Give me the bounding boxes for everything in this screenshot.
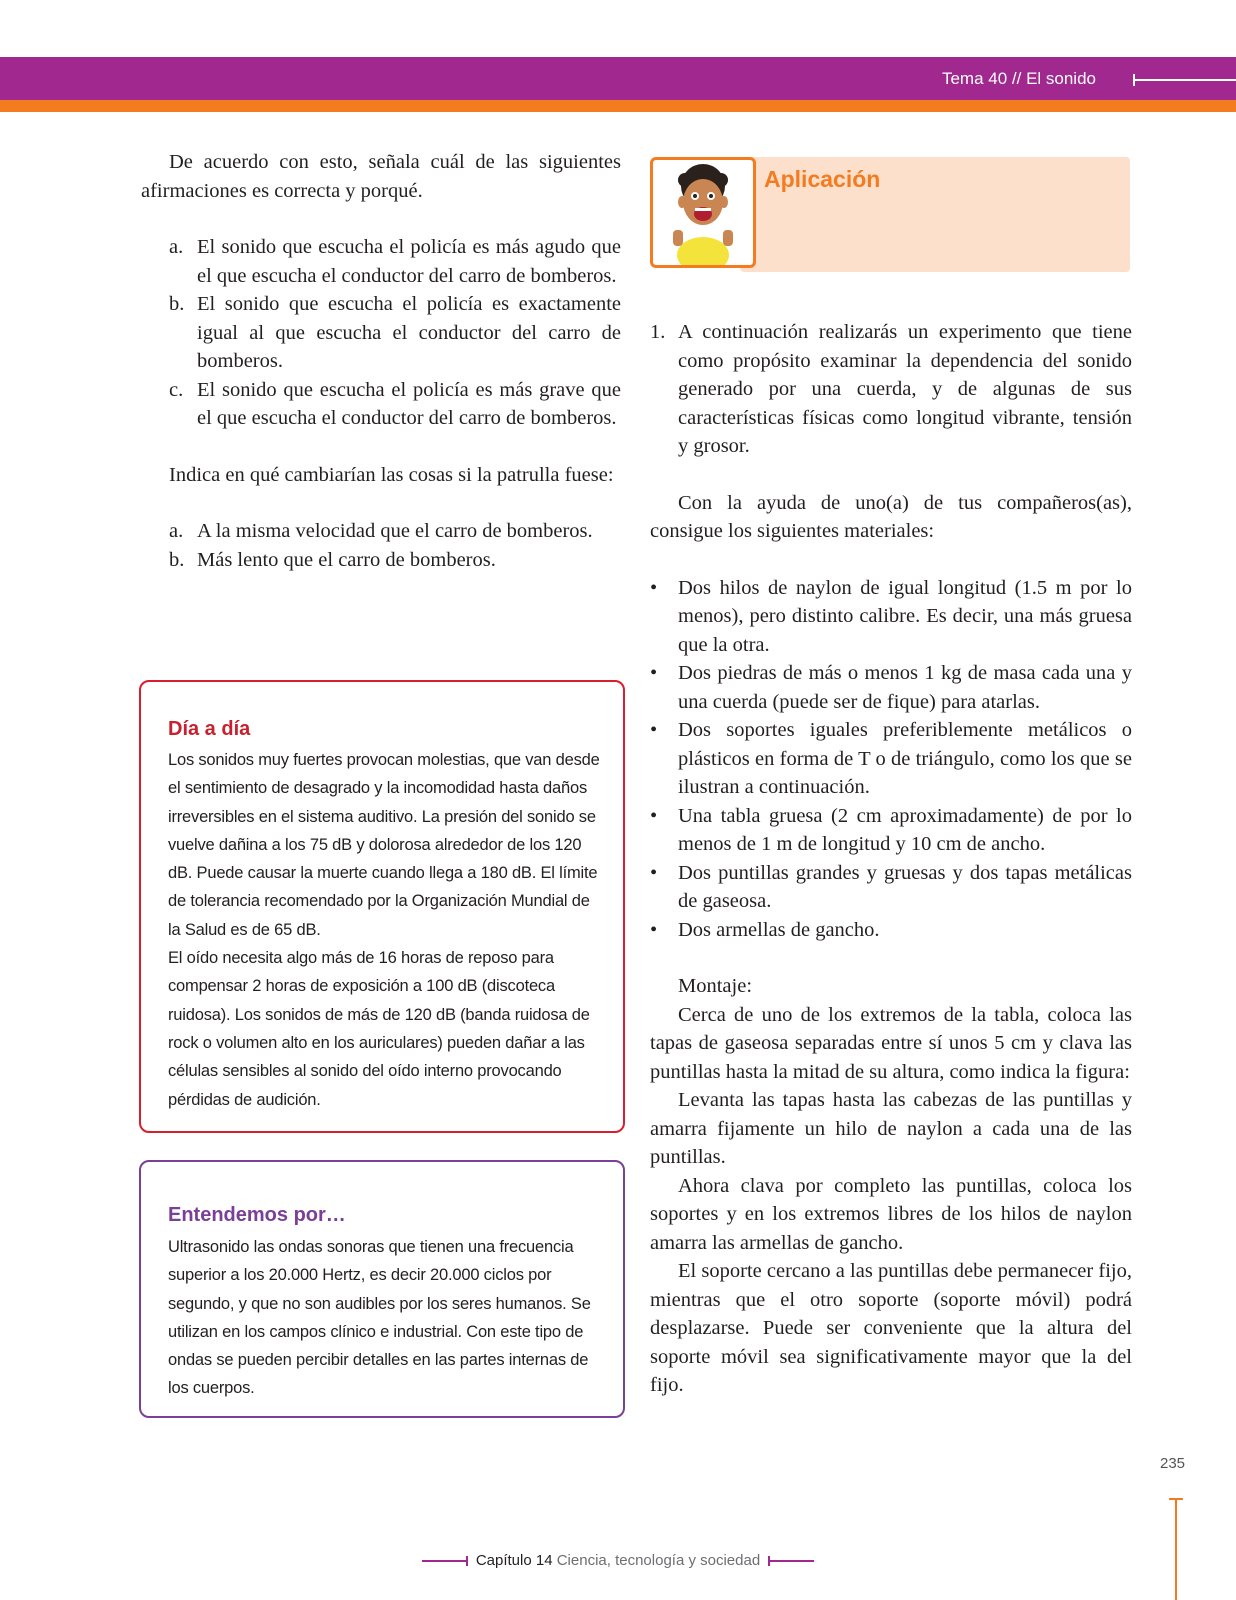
montaje-paragraph: El soporte cercano a las puntillas debe permanecer fijo, mientras que el otro soporte (soporte móvil) podrá desplazarse. Puede ser conveniente que la altura del soporte móvil sea significativamente mayor que la del fijo. [650,1260,1132,1396]
dia-a-dia-paragraph: Los sonidos muy fuertes provocan molestias, que van desde el sentimiento de desagrado y la incomodidad hasta daños irreversibles en el sistema auditivo. La presión del sonido se vuelve dañina a los 75 dB y dolorosa alrededor de los 120 dB. Puede causar la muerte cuando llega a 180 dB. El límite de tolerancia recomendado por la Organización Mundial de la Salud es de 65 dB. [168,751,600,939]
list-item: b. El sonido que escucha el policía es exactamente igual al que escucha el conductor del carro de bomberos. [169,293,621,372]
footer-rule-right [768,1560,814,1562]
header-accent-stripe [0,100,1236,112]
materials-intro: Con la ayuda de uno(a) de tus compañeros(as), consigue los siguientes materiales: [650,491,1132,542]
footer-chapter-title: Ciencia, tecnología y sociedad [556,1552,761,1569]
page-number: 235 [1160,1455,1186,1472]
list-item: c. El sonido que escucha el policía es más grave que el que escucha el conductor del carro de bomberos. [169,378,621,429]
options-list [141,233,621,433]
list-item: • Dos armellas de gancho. [650,918,880,941]
footer-chapter-label: Capítulo 14 [475,1552,553,1569]
montaje-paragraph: Cerca de uno de los extremos de la tabla, coloca las tapas de gaseosa separadas entre sí unos 5 cm y clava las puntillas hasta la mitad de su altura, como indica la figura: [650,1003,1132,1083]
header-title: Tema 40 // El sonido [941,69,1096,88]
list-item: • Una tabla gruesa (2 cm aproximadamente) de por lo menos de 1 m de longitud y 10 cm de ancho. [650,804,1132,855]
left-column [141,148,621,574]
materials-list [650,574,1132,945]
aplicacion-title: Aplicación [764,166,881,192]
list-item: a. A la misma velocidad que el carro de bomberos. [169,520,593,542]
entendemos-text [168,1233,604,1403]
list-item: • Dos hilos de naylon de igual longitud (1.5 m por lo menos), pero distinto calibre. Es decir, una más gruesa que la otra. [650,576,1132,656]
dia-a-dia-title: Día a día [168,718,251,740]
entendemos-paragraph: Ultrasonido las ondas sonoras que tienen una frecuencia superior a los 20.000 Hertz, es decir 20.000 ciclos por segundo, y que no son audibles por los seres humanos. Se utilizan en los campos clínico e industrial. Con este tipo de ondas se pueden percibir detalles en las partes internas de los cuerpos. [168,1238,591,1398]
header-rule [1133,79,1236,81]
list-item: 1. A continuación realizarás un experimento que tiene como propósito examinar la dependencia del sonido generado por una cuerda, y de algunas de sus características físicas como longitud vibrante, tensión y grosor. [650,321,1132,457]
right-column [650,318,1132,1400]
dia-a-dia-box [139,680,625,1133]
cases-list [141,517,621,574]
intro-paragraph: De acuerdo con esto, señala cuál de las siguientes afirmaciones es correcta y porqué. [141,151,621,202]
montaje-paragraph: Ahora clava por completo las puntillas, coloca los soportes y en los extremos libres de los hilos de naylon amarra las armellas de gancho. [650,1174,1132,1254]
dia-a-dia-text [168,746,604,1114]
list-item: • Dos piedras de más o menos 1 kg de masa cada una y una cuerda (puede ser de fique) para atarlas. [650,662,1132,713]
entendemos-title: Entendemos por… [168,1204,346,1226]
cartoon-boy-thumbs-up-icon [650,157,756,268]
montaje-label: Montaje: [678,975,753,997]
list-item: • Dos soportes iguales preferiblemente metálicos o plásticos en forma de T o de triángulo, como los que se ilustran a continuación. [650,719,1132,798]
aplicacion-list [650,318,1132,461]
list-item: a. El sonido que escucha el policía es más agudo que el que escucha el conductor del carro de bomberos. [169,236,621,287]
dia-a-dia-paragraph: El oído necesita algo más de 16 horas de reposo para compensar 2 horas de exposición a 100 dB (discoteca ruidosa). Los sonidos de más de 120 dB (banda ruidosa de rock o volumen alto en los auriculares) pueden dañar a las células sensibles al sonido del oído interno provocando pérdidas de audición. [168,949,590,1109]
entendemos-box [139,1160,625,1418]
footer [0,1552,1236,1569]
page-rule [1175,1498,1177,1600]
montaje-paragraph: Levanta las tapas hasta las cabezas de las puntillas y amarra fijamente un hilo de naylon a cada una de las puntillas. [650,1089,1132,1168]
list-item: • Dos puntillas grandes y gruesas y dos tapas metálicas de gaseosa. [650,861,1132,912]
footer-rule-left [422,1560,468,1562]
question-paragraph: Indica en qué cambiarían las cosas si la patrulla fuese: [169,463,614,486]
list-item: b. Más lento que el carro de bomberos. [169,548,496,571]
